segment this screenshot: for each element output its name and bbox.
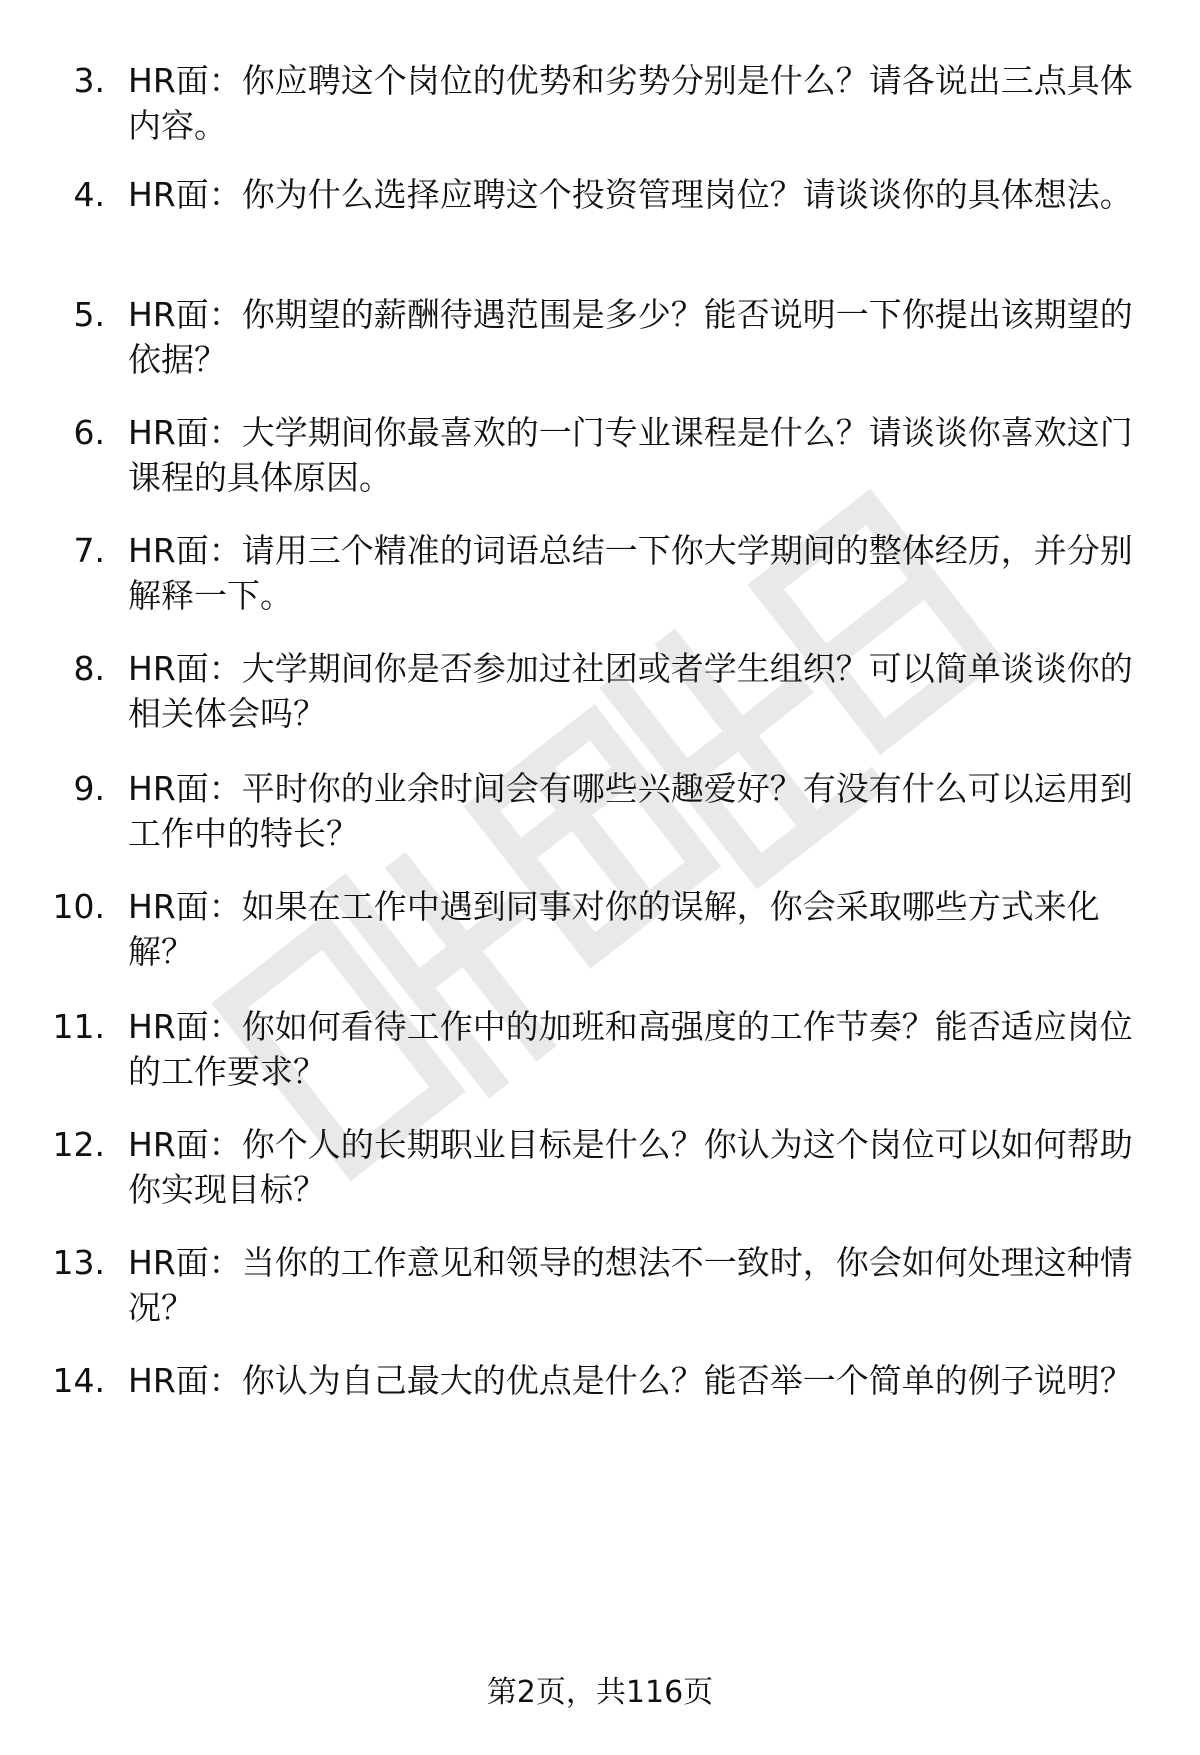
- question-number: 3.: [73, 61, 105, 100]
- question-number: 13.: [52, 1243, 105, 1282]
- list-item: [0, 646, 1200, 746]
- question-text: HR面：你如何看待工作中的加班和高强度的工作节奏？能否适应岗位的工作要求？: [128, 1007, 1133, 1091]
- question-text: HR面：大学期间你最喜欢的一门专业课程是什么？请谈谈你喜欢这门课程的具体原因。: [128, 413, 1133, 497]
- question-number: 4.: [73, 175, 105, 214]
- question-number: 8.: [73, 649, 105, 688]
- question-number: 10.: [52, 887, 105, 926]
- list-item: [0, 1004, 1200, 1104]
- question-text: HR面：你期望的薪酬待遇范围是多少？能否说明一下你提出该期望的依据？: [128, 295, 1133, 379]
- list-item: [0, 172, 1200, 272]
- question-number: 14.: [52, 1361, 105, 1400]
- question-number: 5.: [73, 295, 105, 334]
- list-item: [0, 1240, 1200, 1340]
- question-text: HR面：请用三个精准的词语总结一下你大学期间的整体经历，并分别解释一下。: [128, 531, 1133, 615]
- question-number: 12.: [52, 1125, 105, 1164]
- list-item: [0, 884, 1200, 984]
- list-item: [0, 410, 1200, 510]
- question-text: HR面：如果在工作中遇到同事对你的误解，你会采取哪些方式来化解？: [128, 887, 1100, 971]
- question-text: HR面：大学期间你是否参加过社团或者学生组织？可以简单谈谈你的相关体会吗？: [128, 649, 1133, 733]
- page-footer: 第2页，共116页: [486, 1675, 714, 1710]
- question-text: HR面：你认为自己最大的优点是什么？能否举一个简单的例子说明？: [128, 1361, 1133, 1400]
- question-text: HR面：你个人的长期职业目标是什么？你认为这个岗位可以如何帮助你实现目标？: [128, 1125, 1133, 1209]
- question-text: HR面：平时你的业余时间会有哪些兴趣爱好？有没有什么可以运用到工作中的特长？: [128, 769, 1133, 853]
- list-item: [0, 292, 1200, 392]
- question-number: 11.: [52, 1007, 105, 1046]
- question-number: 7.: [73, 531, 105, 570]
- list-item: [0, 528, 1200, 628]
- list-item: [0, 1358, 1200, 1458]
- list-item: [0, 766, 1200, 866]
- question-number: 6.: [73, 413, 105, 452]
- list-item: [0, 1122, 1200, 1222]
- question-text: HR面：你为什么选择应聘这个投资管理岗位？请谈谈你的具体想法。: [128, 175, 1133, 214]
- question-number: 9.: [73, 769, 105, 808]
- question-text: HR面：你应聘这个岗位的优势和劣势分别是什么？请各说出三点具体内容。: [128, 61, 1133, 145]
- question-text: HR面：当你的工作意见和领导的想法不一致时，你会如何处理这种情况？: [128, 1243, 1133, 1327]
- list-item: [0, 58, 1200, 158]
